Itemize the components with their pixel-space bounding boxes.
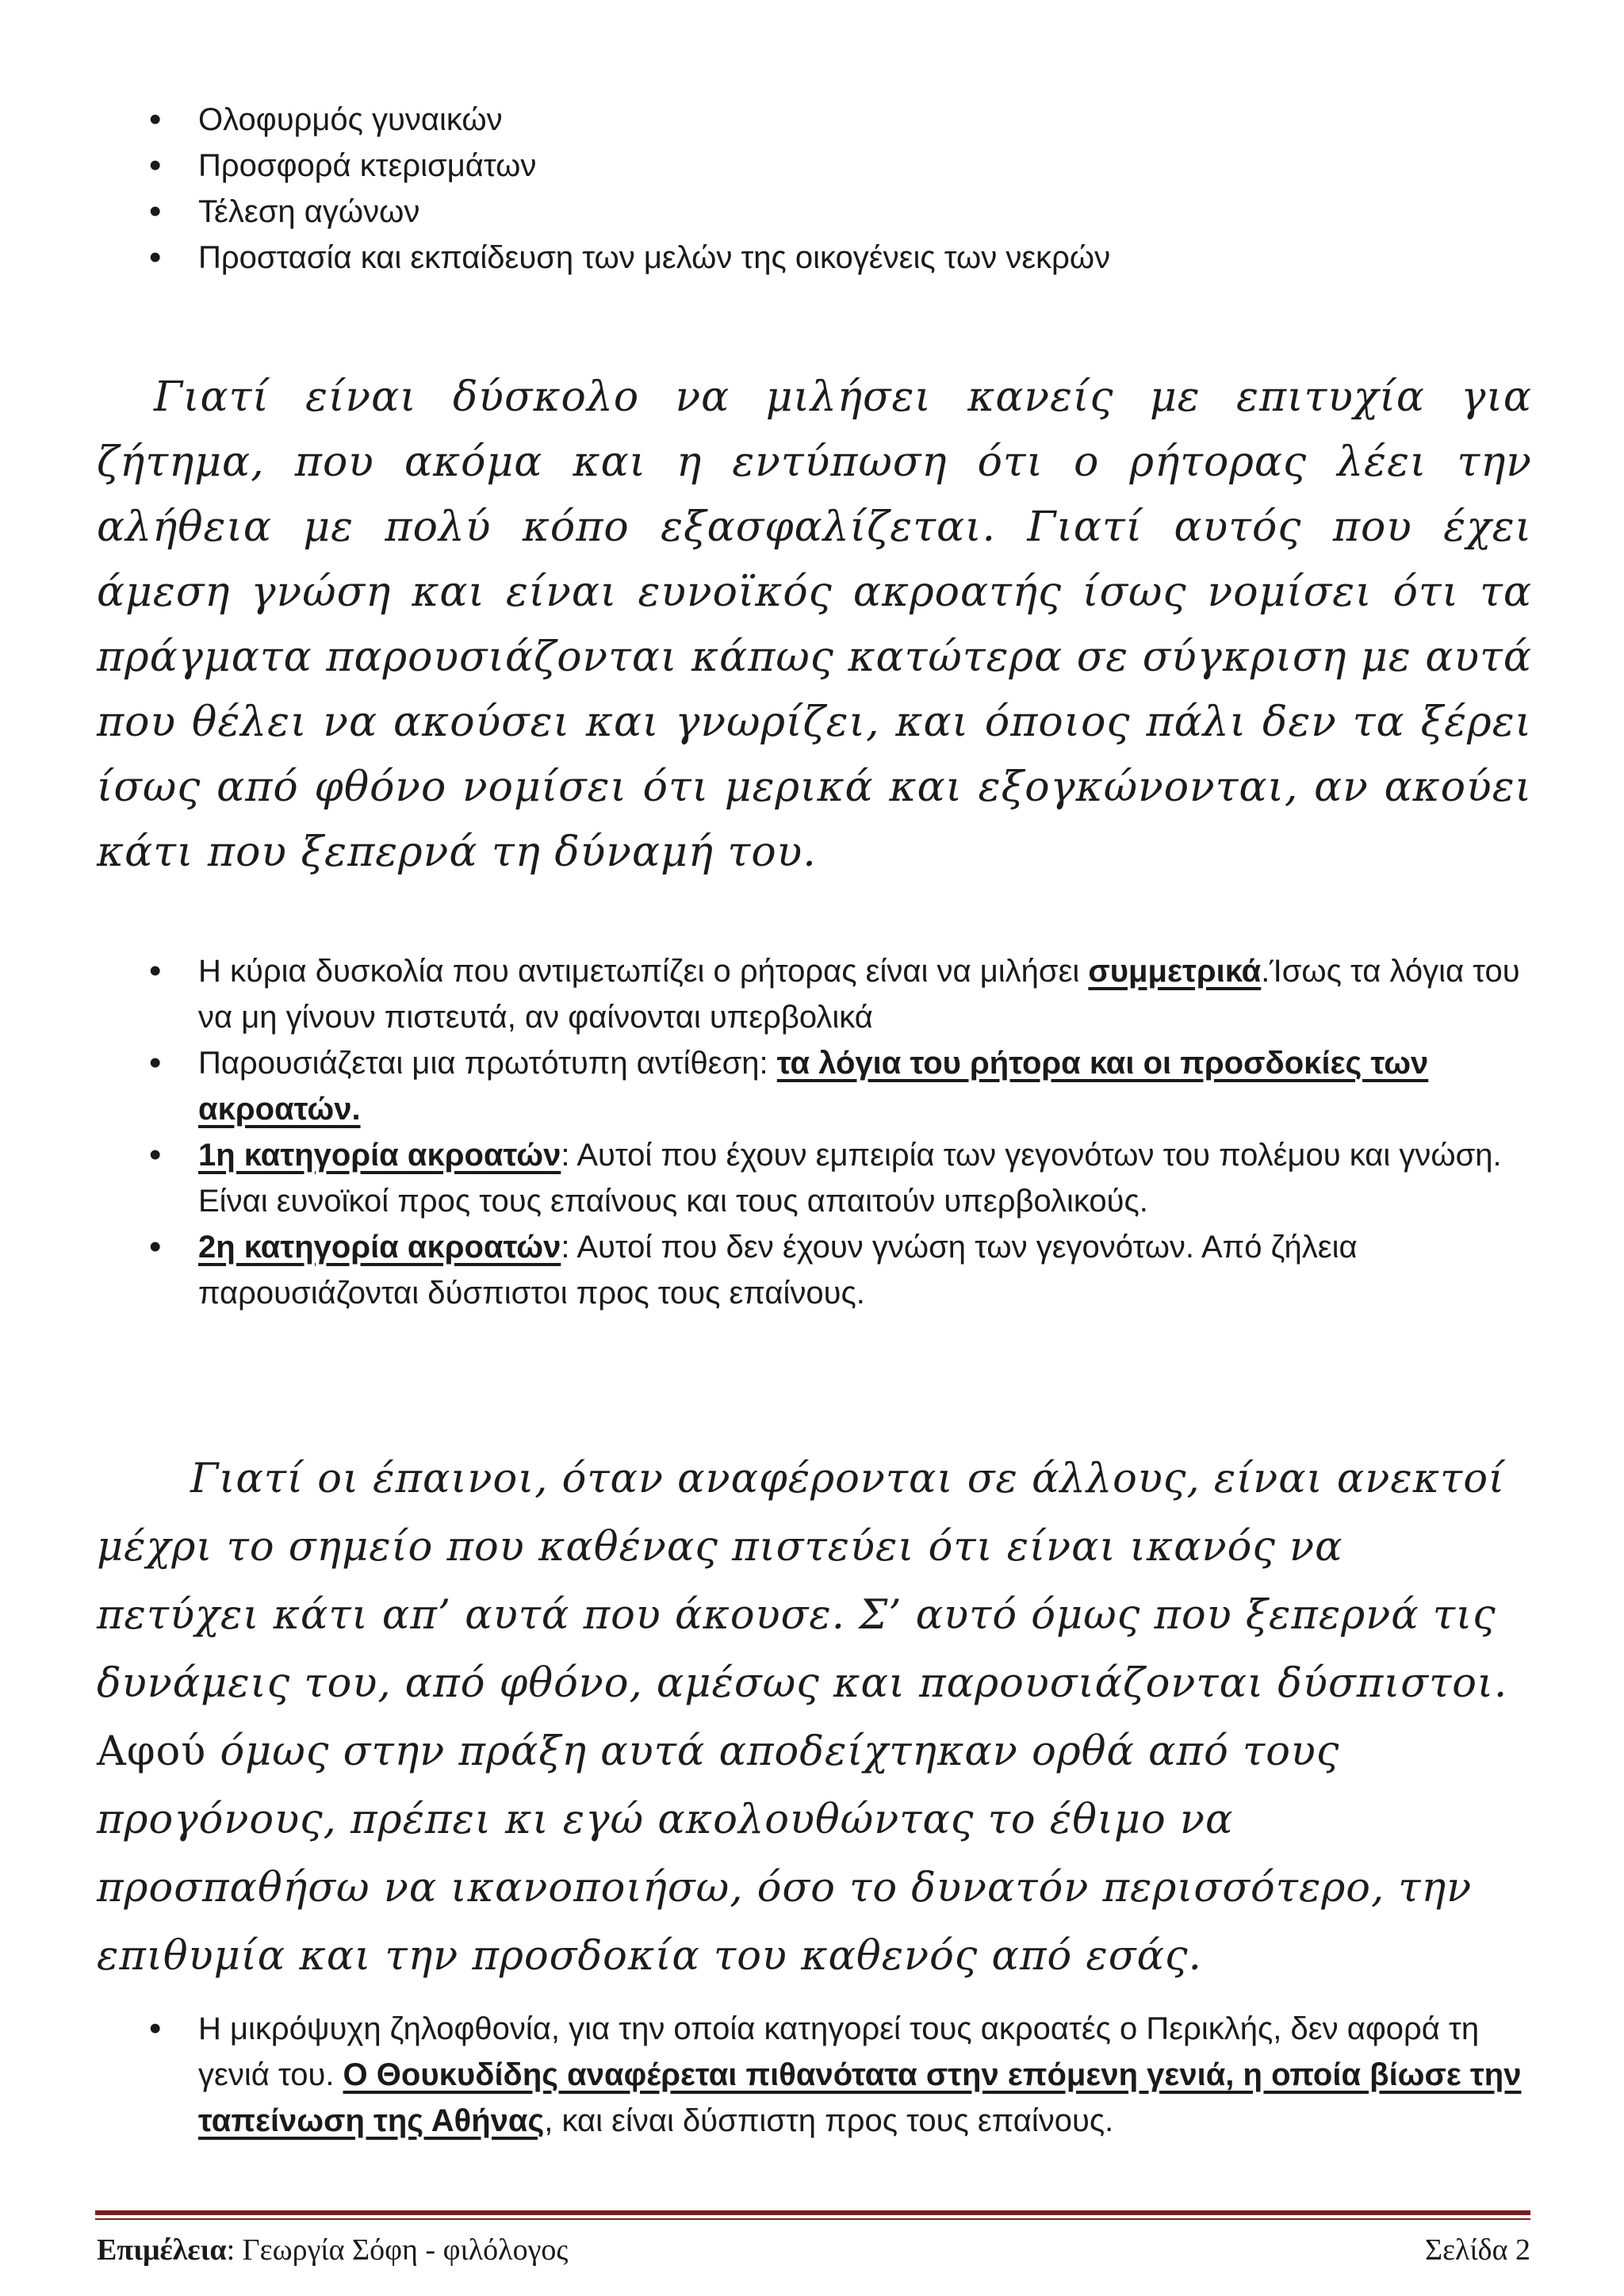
bullet-icon: • — [149, 146, 162, 185]
translation-passage-1: Γιατί είναι δύσκολο να μιλήσει κανείς με επιτυχία για ζήτημα, που ακόμα και η εντύπωση ότι ο ρήτορας λέει την αλήθεια με πολύ κόπο εξασφαλίζεται. Γιατί αυτός που έχει άμεση γνώση και είναι ευνοϊκός ακροατής ίσως νομίσει ότι τα πράγματα παρουσιάζονται κάπως κατώτερα σε σύγκριση με αυτά που θέλει να ακούσει και γνωρίζει, και όποιος πάλι δεν τα ξέρει ίσως από φθόνο νομίσει ότι μερικά και εξογκώνονται, αν ακούει κάτι που ξεπερνά τη δύναμή του. — [97, 373, 1532, 876]
analysis-list — [143, 948, 1546, 1316]
bullet-icon: • — [149, 1135, 162, 1174]
list-item — [143, 948, 1546, 1040]
emphasis-text: Ο Θουκυδίδης αναφέρεται πιθανότατα στην επόμενη γενιά, η οποία βίωσε την ταπείνωση της Αθήνας — [198, 2057, 1522, 2138]
funeral-customs-list — [143, 97, 1546, 281]
emphasis-text: 2η κατηγορία ακροατών — [198, 1230, 561, 1265]
list-item — [143, 2006, 1546, 2144]
commentary-list — [143, 2006, 1546, 2144]
bullet-icon: • — [149, 192, 162, 231]
footer-rule-thin — [95, 2218, 1530, 2220]
bullet-icon: • — [149, 238, 162, 277]
page-number: Σελίδα 2 — [1424, 2233, 1530, 2267]
bullet-icon: • — [149, 2009, 162, 2048]
item-text: .Ίσως τα λόγια του να μη γίνουν πιστευτά, αν φαίνονται υπερβολικά — [198, 954, 1520, 1035]
footer-label: Επιμέλεια — [97, 2233, 227, 2267]
list-item: • Προστασία και εκπαίδευση των μελών της οικογένεις των νεκρών — [143, 235, 1546, 281]
item-text: Παρουσιάζεται μια πρωτότυπη αντίθεση: — [198, 1046, 777, 1081]
list-item: • Προσφορά κτερισμάτων — [143, 143, 1546, 189]
bullet-icon: • — [149, 1043, 162, 1082]
bullet-icon: • — [149, 951, 162, 990]
bullet-icon: • — [149, 100, 162, 139]
translation-passage-2: Γιατί οι έπαινοι, όταν αναφέρονται σε άλλους, είναι ανεκτοί μέχρι το σημείο που καθένας πιστεύει ότι είναι ικανός να πετύχει κάτι απ’ αυτά που άκουσε. Σ’ αυτό όμως που ξεπερνά τις δυνάμεις του, από φθόνο, αμέσως και παρουσιάζονται δύσπιστοι. Αφού όμως στην πράξη αυτά αποδείχτηκαν ορθά από τους προγόνους, πρέπει κι εγώ ακολουθώντας το έθιμο να προσπαθήσω να ικανοποιήσω, όσο το δυνατόν περισσότερο, την επιθυμία και την προσδοκία του καθενός από εσάς. — [97, 1456, 1508, 1980]
list-item — [143, 1132, 1546, 1224]
bullet-icon: • — [149, 1227, 162, 1266]
item-text: : Αυτοί που έχουν εμπειρία των γεγονότων του πολέμου και γνώση. Είναι ευνοϊκοί προς τους επαίνους και τους απαιτούν υπερβολικούς. — [198, 1138, 1502, 1219]
item-text: Η μικρόψυχη ζηλοφθονία, για την οποία κατηγορεί τους ακροατές ο Περικλής, δεν αφορά τη γενιά του. — [198, 2011, 1480, 2092]
list-item: • Τέλεση αγώνων — [143, 189, 1546, 235]
item-text: , και είναι δύσπιστη προς τους επαίνους. — [544, 2103, 1114, 2138]
footer-author: : Γεωργία Σόφη - φιλόλογος — [226, 2233, 569, 2267]
footer-credit — [97, 2231, 568, 2269]
footer-rule — [95, 2210, 1530, 2215]
emphasis-text: τα λόγια του ρήτορα και οι προσδοκίες των ακροατών. — [198, 1046, 1429, 1127]
list-item — [143, 1224, 1546, 1316]
list-item — [143, 1040, 1546, 1132]
item-text: Η κύρια δυσκολία που αντιμετωπίζει ο ρήτορας είναι να μιλήσει — [198, 954, 1089, 989]
list-item: • Ολοφυρμός γυναικών — [143, 97, 1546, 143]
emphasis-text: συμμετρικά — [1088, 954, 1262, 989]
emphasis-text: 1η κατηγορία ακροατών — [198, 1138, 561, 1173]
item-text: : Αυτοί που δεν έχουν γνώση των γεγονότων. Από ζήλεια παρουσιάζονται δύσπιστοι προς τους επαίνους. — [198, 1230, 1358, 1311]
